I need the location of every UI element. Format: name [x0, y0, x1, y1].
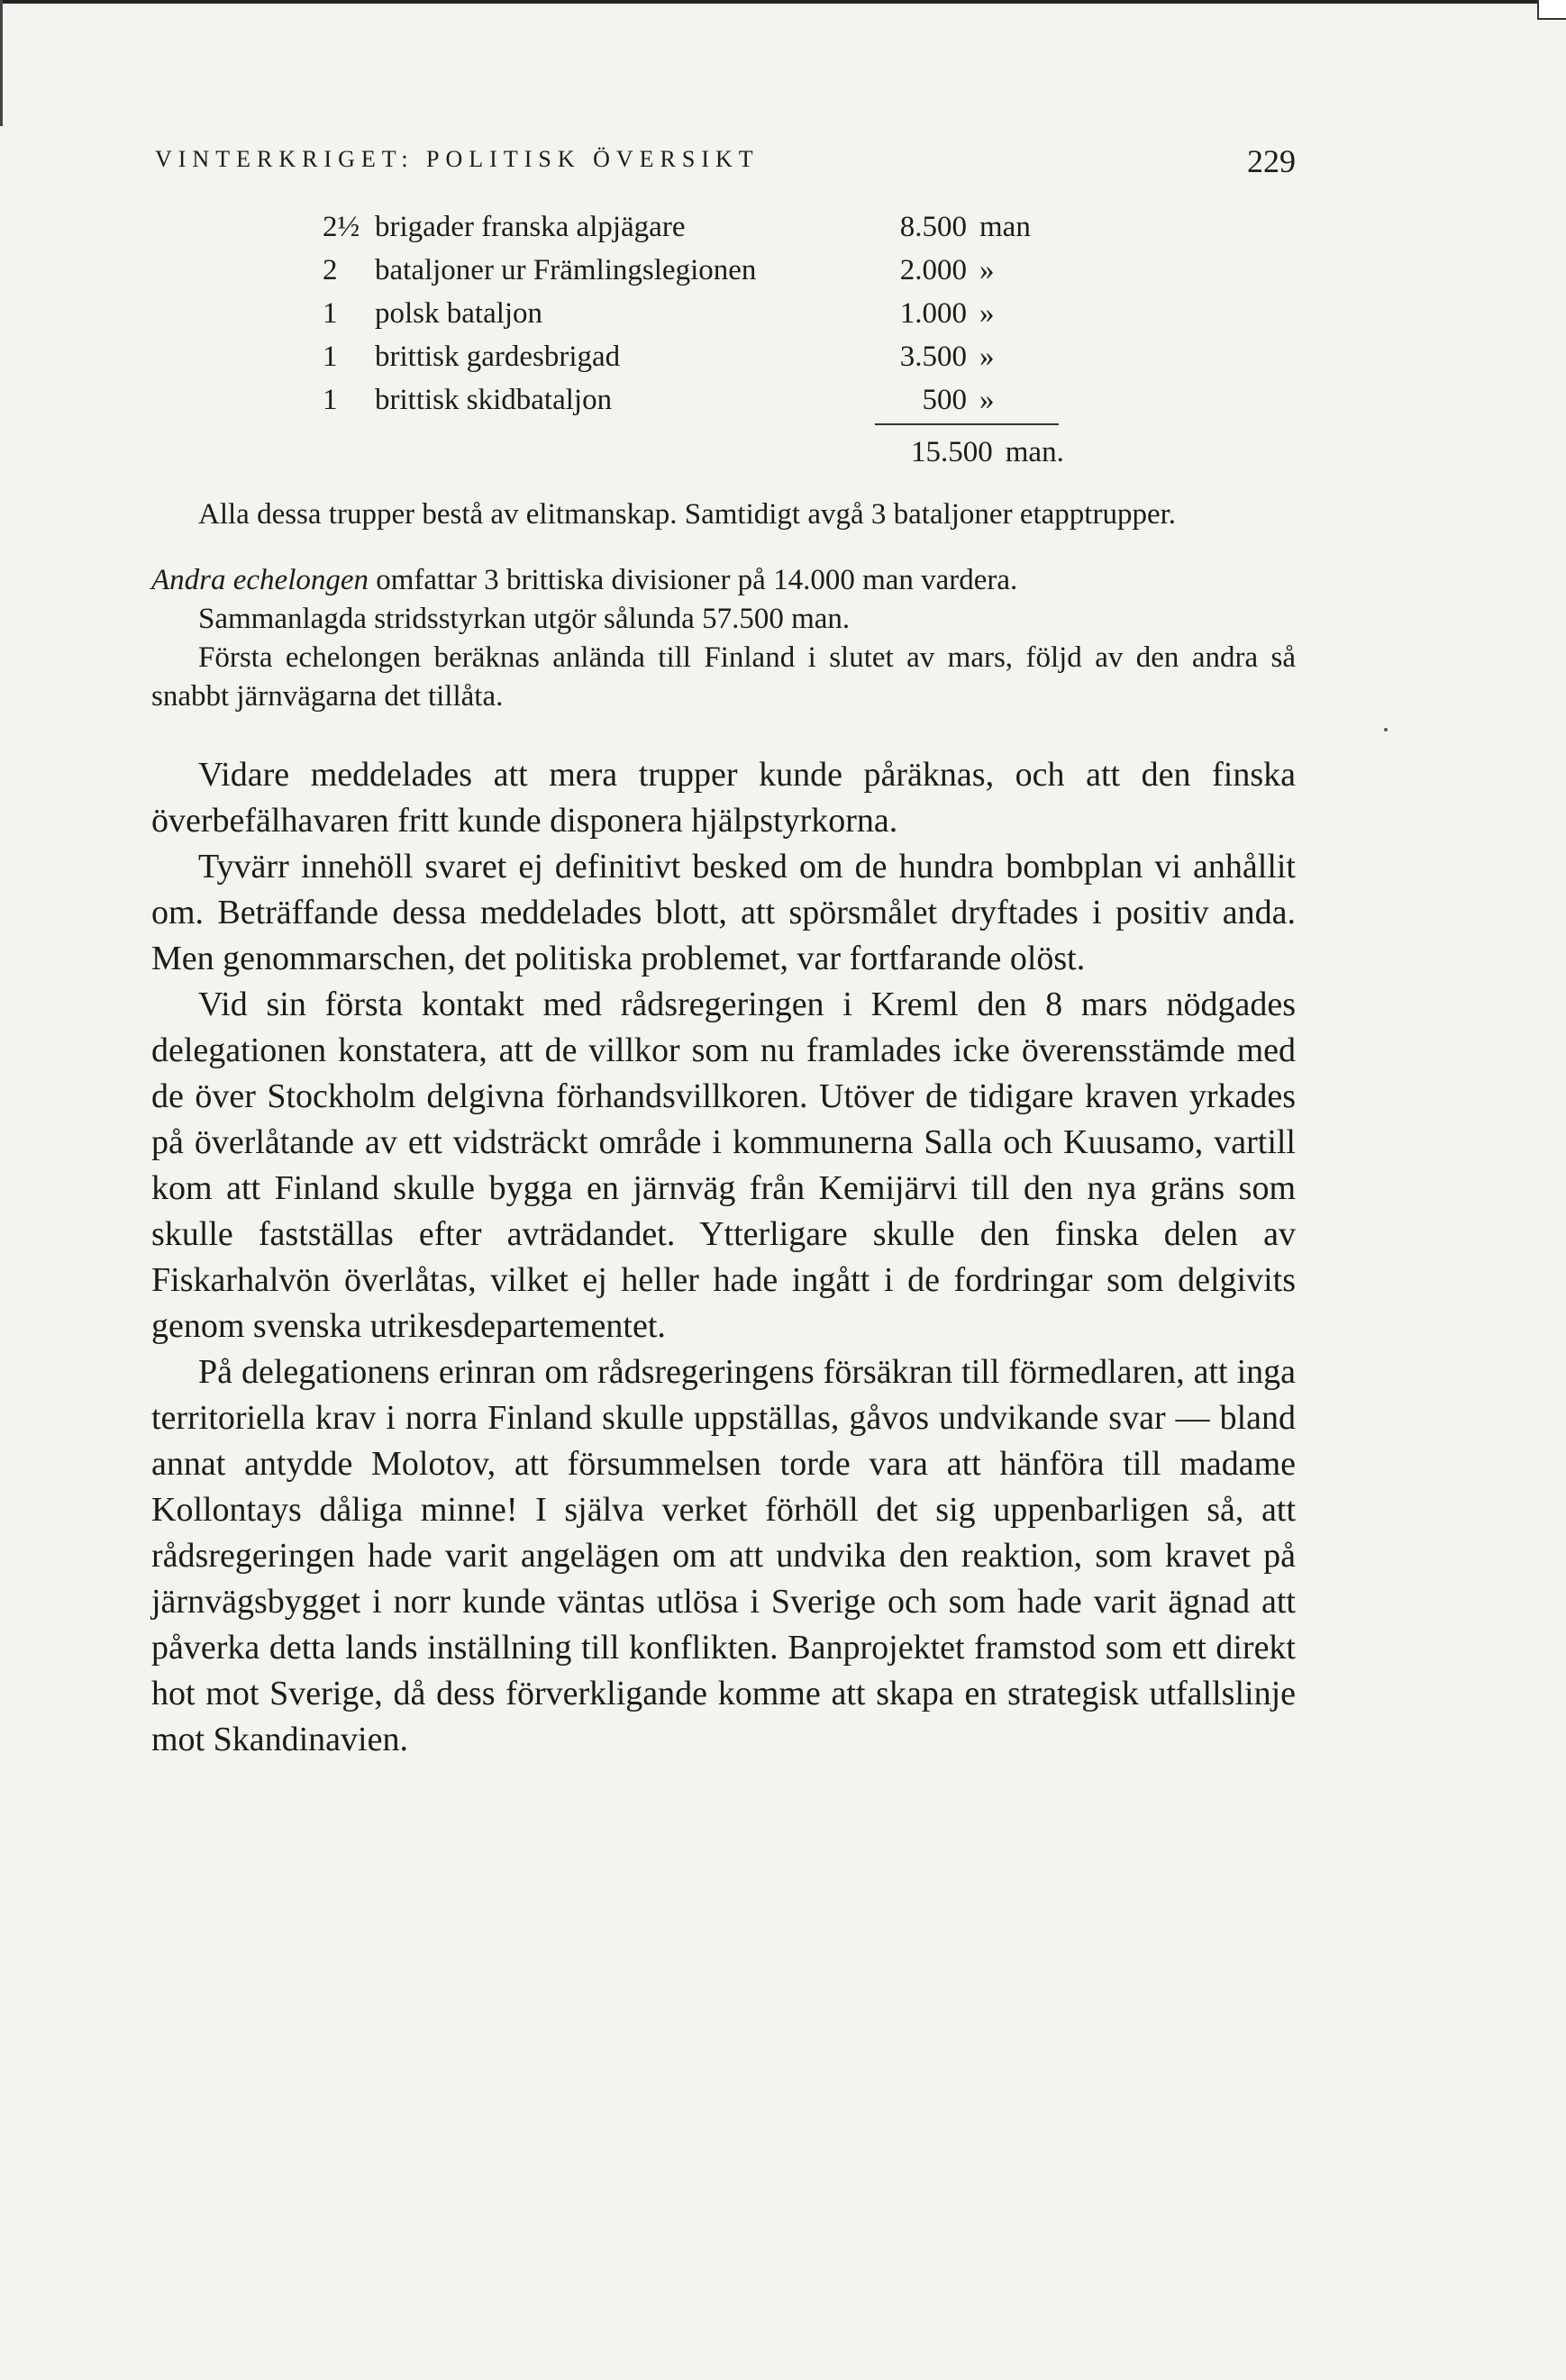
- troop-total-unit: man.: [1005, 436, 1064, 468]
- troop-row: [323, 250, 1059, 294]
- forsta-echelongen-paragraph: Första echelongen beräknas anlända till Finland i slutet av mars, följd av den andra så snabbt järnvägarna det tillåta.: [151, 641, 1296, 713]
- troop-count: 8.500: [899, 211, 967, 243]
- troop-row: [323, 207, 1059, 250]
- troop-table: [323, 207, 1059, 425]
- running-head: [151, 135, 1296, 193]
- troop-qty: 2: [323, 254, 338, 286]
- troop-unit: »: [967, 380, 1059, 424]
- body-paragraph-1: Vidare meddelades att mera trupper kunde påräknas, och att den finska överbefälhavaren fritt kunde disponera hjälpstyrkorna.: [151, 756, 1296, 840]
- troop-count: 500: [875, 380, 967, 424]
- troop-row: [323, 337, 1059, 380]
- scan-speck: [1384, 728, 1388, 731]
- troop-count: 2.000: [899, 254, 967, 286]
- troop-qty: 1: [323, 341, 338, 373]
- scan-corner: [1537, 0, 1566, 20]
- troop-qty: 2½: [323, 211, 360, 243]
- troop-total-count: 15.500: [911, 436, 993, 468]
- troop-count: 3.500: [899, 341, 967, 373]
- troop-unit: »: [979, 297, 995, 330]
- troop-desc: polsk bataljon: [375, 297, 543, 330]
- running-head-title: VINTERKRIGET: POLITISK ÖVERSIKT: [155, 146, 760, 172]
- troop-row: [323, 294, 1059, 337]
- scan-edge-top: [0, 0, 1566, 4]
- troop-qty: 1: [323, 297, 338, 330]
- troop-desc: bataljoner ur Främlingslegionen: [375, 254, 757, 286]
- andra-echelongen-paragraph: [151, 561, 1296, 600]
- troop-total: [911, 425, 1296, 479]
- andra-echelongen-rest: omfattar 3 brittiska divisioner på 14.000 man vardera.: [369, 564, 1018, 596]
- troop-unit: »: [979, 254, 995, 286]
- troop-desc: brittisk gardesbrigad: [375, 341, 621, 373]
- andra-echelongen-lead: Andra echelongen: [151, 564, 369, 596]
- troop-row: [323, 380, 1059, 424]
- page-number: 229: [1247, 143, 1296, 179]
- troop-unit: »: [979, 341, 995, 373]
- elite-paragraph: Alla dessa trupper bestå av elitmanskap. Samtidigt avgå 3 bataljoner etapptrupper.: [198, 498, 1177, 531]
- scan-edge-left: [0, 0, 3, 126]
- sammanlagda-paragraph: Sammanlagda stridsstyrkan utgör sålunda 57.500 man.: [198, 603, 851, 635]
- book-page: [151, 135, 1296, 1763]
- troop-desc: brittisk skidbataljon: [375, 384, 613, 416]
- troop-unit: man: [979, 211, 1031, 243]
- troop-count: 1.000: [899, 297, 967, 330]
- troop-desc: brigader franska alpjägare: [375, 211, 686, 243]
- body-paragraph-2: Tyvärr innehöll svaret ej definitivt besked om de hundra bombplan vi anhållit om. Beträffande dessa meddelades blott, att spörsmålet dryftades i positiv anda. Men genommarschen, det politiska problemet, var fortfarande olöst.: [151, 848, 1296, 977]
- troop-qty: 1: [323, 384, 338, 416]
- body-paragraph-4: På delegationens erinran om rådsregeringens försäkran till förmedlaren, att inga territoriella krav i norra Finland skulle uppställas, gåvos undvikande svar — bland annat antydde Molotov, att försummelsen torde vara att hänföra till madame Kollontays dåliga minne! I själva verket förhöll det sig uppenbarligen så, att rådsregeringen hade varit angelägen om att undvika den reaktion, som kravet på järnvägsbygget i norr kunde väntas utlösa i Sverige och som hade varit ägnad att påverka detta lands inställning till konflikten. Banprojektet framstod som ett direkt hot mot Sverige, då dess förverkligande komme att skapa en strategisk utfallslinje mot Skandinavien.: [151, 1353, 1296, 1758]
- body-paragraph-3: Vid sin första kontakt med rådsregeringen i Kreml den 8 mars nödgades delegationen konstatera, att de villkor som nu framlades icke överensstämde med de över Stockholm delgivna förhandsvillkoren. Utöver de tidigare kraven yrkades på överlåtande av ett vidsträckt område i kommunerna Salla och Kuusamo, vartill kom att Finland skulle bygga en järnväg från Kemijärvi till den nya gräns som skulle fastställas efter avträdandet. Ytterligare skulle den finska delen av Fiskarhalvön överlåtas, vilket ej heller hade ingått i de fordringar som delgivits genom svenska utrikesdepartementet.: [151, 986, 1296, 1345]
